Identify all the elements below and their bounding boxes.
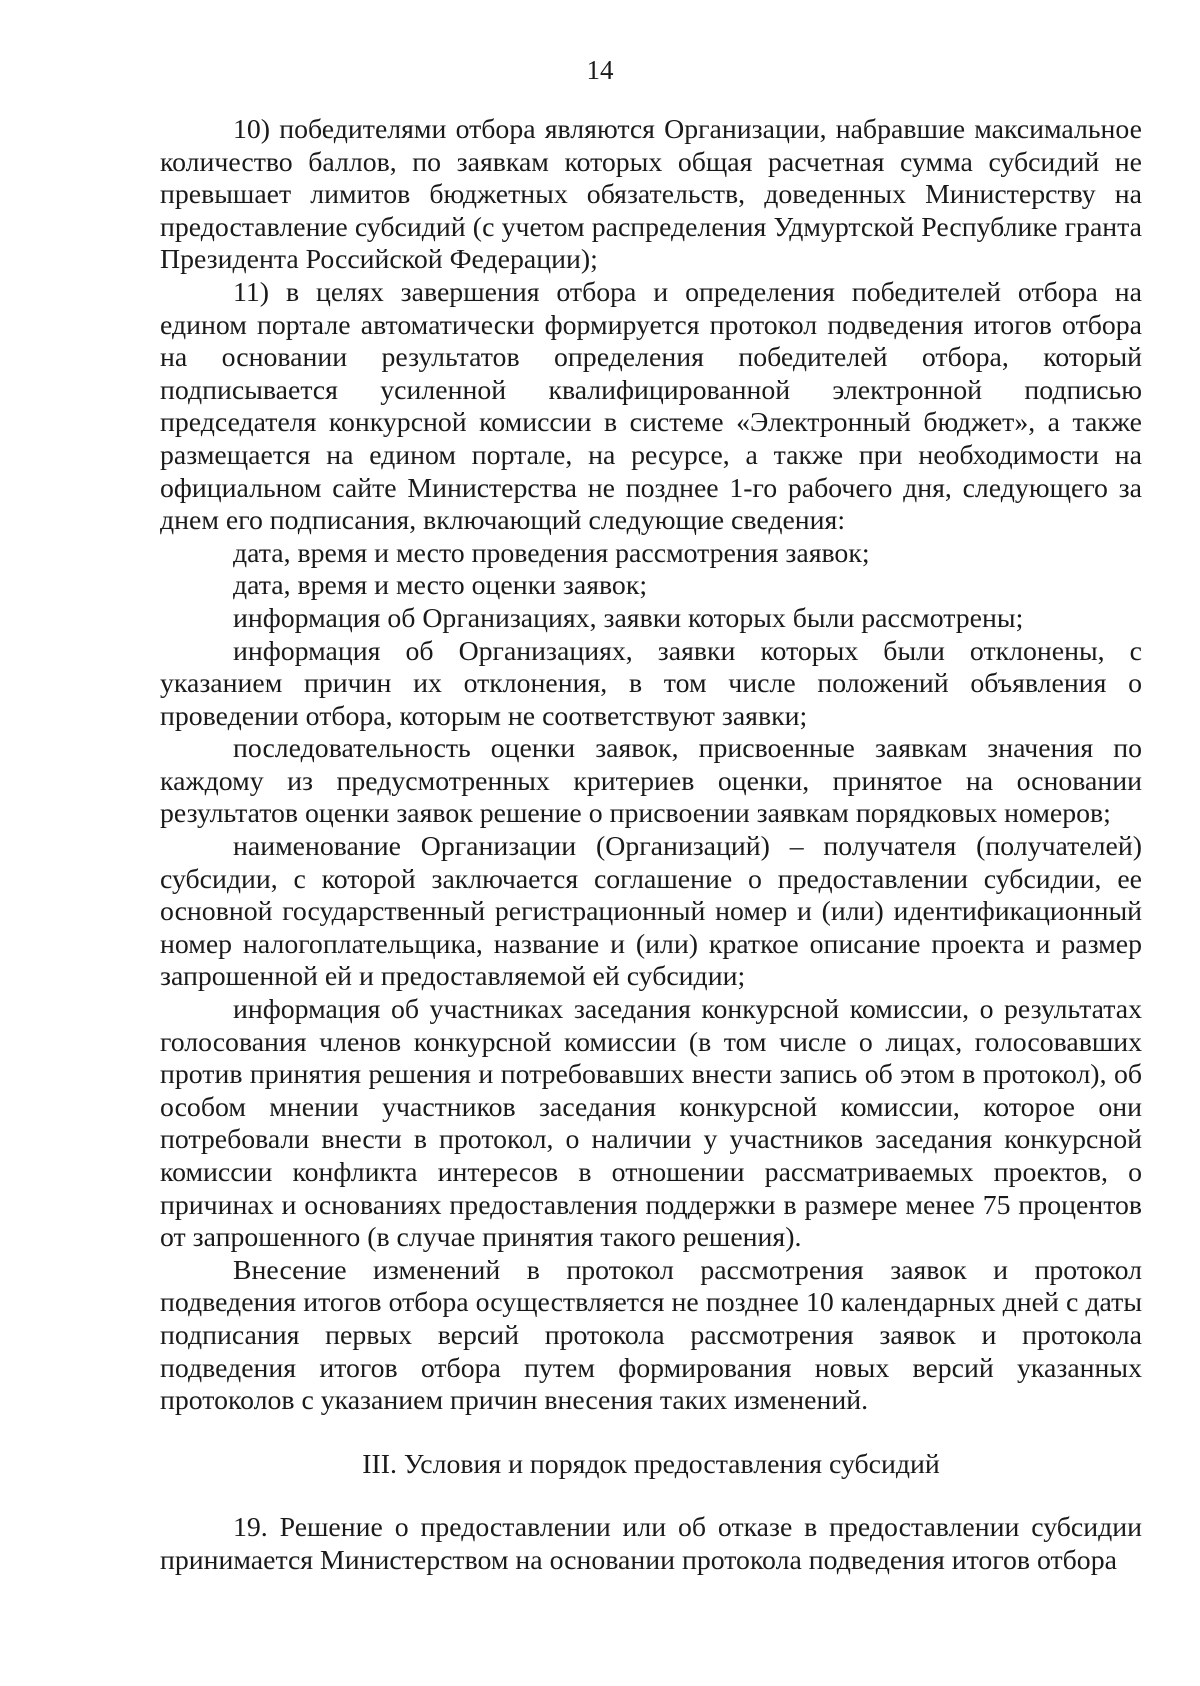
document-body (160, 114, 1142, 1578)
paragraph-list-entry: информация об Организациях, заявки которых были отклонены, с указанием причин их отклонения, в том числе положений объявления о проведении отбора, которым не соответствуют заявки; (160, 635, 1142, 732)
paragraph-item-19: 19. Решение о предоставлении или об отказе в предоставлении субсидии принимается Министерством на основании протокола подведения итогов отбора (160, 1512, 1142, 1576)
paragraph-list-entry: информация об Организациях, заявки которых были рассмотрены; (233, 602, 1024, 634)
paragraph-list-entry: дата, время и место проведения рассмотрения заявок; (233, 537, 870, 569)
paragraph-item-10: 10) победителями отбора являются Организации, набравшие максимальное количество баллов, по заявкам которых общая расчетная сумма субсидий не превышает лимитов бюджетных обязательств, доведенных Министерству на предоставление субсидий (с учетом распределения Удмуртской Республике гранта Президента Российской Федерации); (160, 114, 1142, 276)
paragraph-list-entry: наименование Организации (Организаций) – получателя (получателей) субсидии, с которой заключается соглашение о предоставлении субсидии, ее основной государственный регистрационный номер и (или) идентификационный номер налогоплательщика, название и (или) краткое описание проекта и размер запрошенной ей и предоставляемой ей субсидии; (160, 831, 1142, 993)
page-number: 14 (586, 55, 614, 85)
paragraph-list-entry: дата, время и место оценки заявок; (233, 570, 648, 602)
paragraph-amendments: Внесение изменений в протокол рассмотрения заявок и протокол подведения итогов отбора осуществляется не позднее 10 календарных дней с даты подписания первых версий протокола рассмотрения заявок и протокола подведения итогов отбора путем формирования новых версий указанных протоколов с указанием причин внесения таких изменений. (160, 1254, 1142, 1417)
paragraph-list-entry: последовательность оценки заявок, присвоенные заявкам значения по каждому из предусмотренных критериев оценки, принятое на основании результатов оценки заявок решение о присвоении заявкам порядковых номеров; (160, 733, 1142, 830)
section-heading: III. Условия и порядок предоставления субсидий (362, 1448, 940, 1480)
paragraph-item-11: 11) в целях завершения отбора и определения победителей отбора на едином портале автоматически формируется протокол подведения итогов отбора на основании результатов определения победителей отбора, который подписывается усиленной квалифицированной электронной подписью председателя конкурсной комиссии в системе «Электронный бюджет», а также размещается на едином портале, на ресурсе, а также при необходимости на официальном сайте Министерства не позднее 1-го рабочего дня, следующего за днем его подписания, включающий следующие сведения: (160, 276, 1142, 537)
paragraph-list-entry: информация об участниках заседания конкурсной комиссии, о результатах голосования членов конкурсной комиссии (в том числе о лицах, голосовавших против принятия решения и потребовавших внести запись об этом в протокол), об особом мнении участников заседания конкурсной комиссии, которое они потребовали внести в протокол, о наличии у участников заседания конкурсной комиссии конфликта интересов в отношении рассматриваемых проектов, о причинах и основаниях предоставления поддержки в размере менее 75 процентов от запрошенного (в случае принятия такого решения). (160, 994, 1142, 1254)
